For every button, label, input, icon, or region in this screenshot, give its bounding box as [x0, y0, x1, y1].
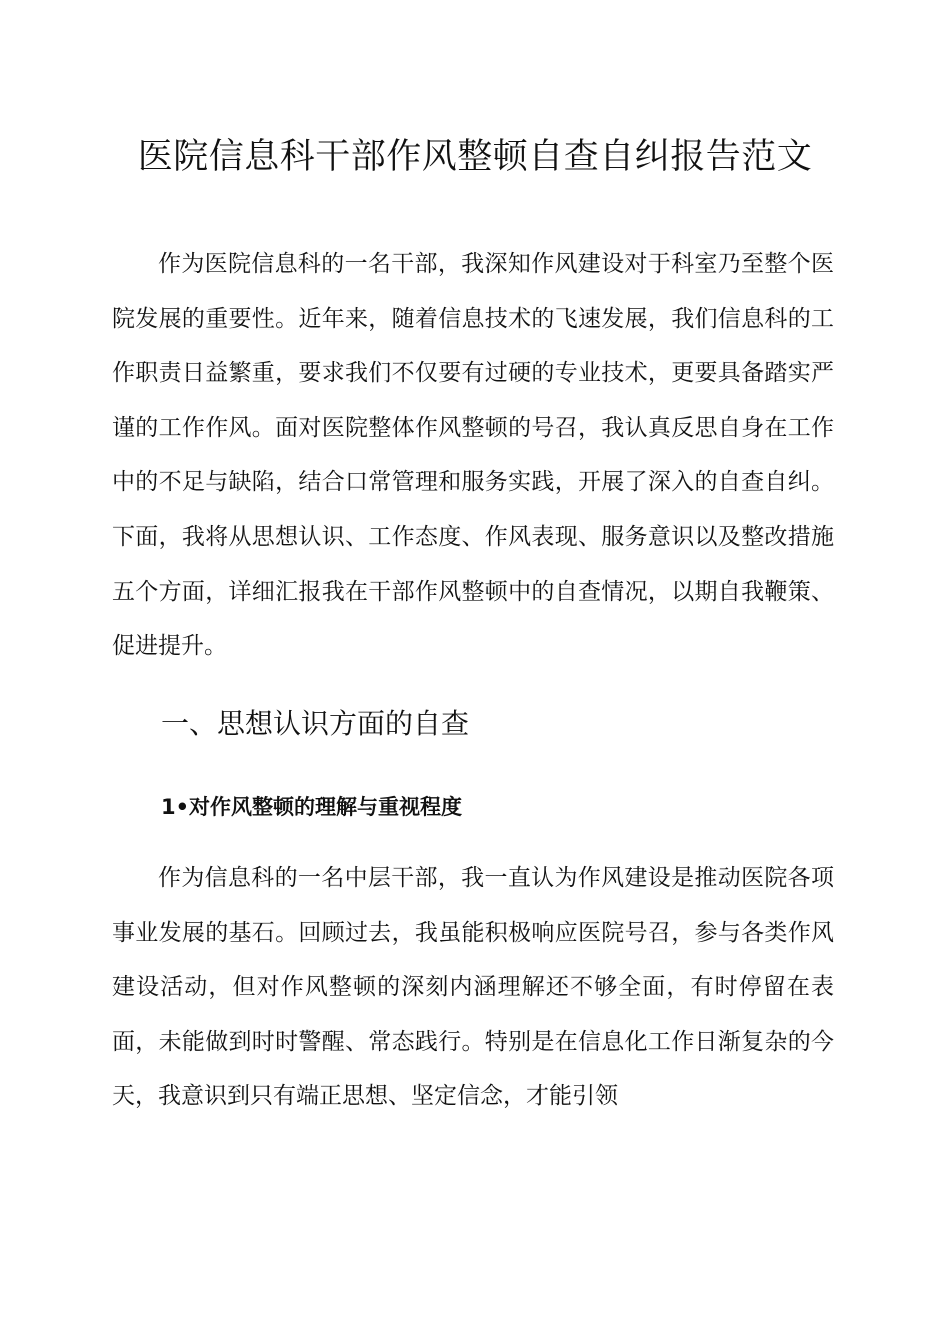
intro-paragraph: 作为医院信息科的一名干部，我深知作风建设对于科室乃至整个医院发展的重要性。近年来，随着信息技术的飞速发展，我们信息科的工作职责日益繁重，要求我们不仅要有过硬的专业技术，更要具备踏实严谨的工作作风。面对医院整体作风整顿的号召，我认真反思自身在工作中的不足与缺陷，结合口常管理和服务实践，开展了深入的自查自纠。下面，我将从思想认识、工作态度、作风表现、服务意识以及整改措施五个方面，详细汇报我在干部作风整顿中的自查情况，以期自我鞭策、促进提升。 — [112, 251, 834, 660]
document-title: 医院信息科干部作风整顿自查自纠报告范文 — [137, 137, 813, 177]
subsection-heading: 1•对作风整顿的理解与重视程度 — [161, 795, 463, 819]
section-heading: 一、思想认识方面的自查 — [161, 707, 470, 740]
subsection-paragraph: 作为信息科的一名中层干部，我一直认为作风建设是推动医院各项事业发展的基石。回顾过去，我虽能积极响应医院号召，参与各类作风建设活动，但对作风整顿的深刻内涵理解还不够全面，有时停留在表面，未能做到时时警醒、常态践行。特别是在信息化工作日渐复杂的今天，我意识到只有端正思想、坚定信念，才能引领 — [112, 865, 834, 1110]
